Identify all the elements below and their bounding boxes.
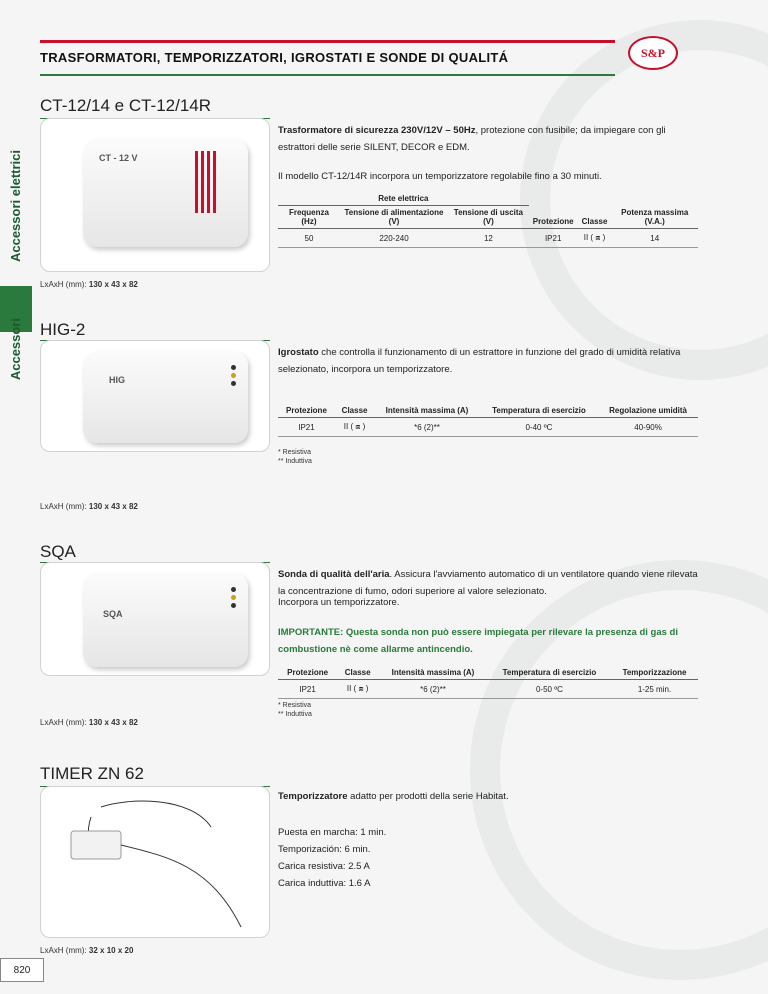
- dims-value: 130 x 43 x 82: [88, 502, 138, 511]
- dims-label: LxAxH (mm):: [40, 718, 87, 727]
- page-number: 820: [0, 958, 44, 982]
- product-photo-hig: [40, 340, 270, 452]
- section-title-hig: HIG-2: [40, 320, 86, 339]
- dims-label: LxAxH (mm):: [40, 946, 87, 955]
- device-label: HIG: [109, 375, 126, 385]
- table-cell: II ( ⧈ ): [578, 229, 612, 248]
- side-tab-electrical: Accessori elettrici: [8, 150, 23, 263]
- table-header: Tensione di alimentazione (V): [340, 206, 448, 229]
- hig-description-bold: Igrostato: [278, 347, 319, 358]
- table-header: Potenza massima (V.A.): [611, 206, 698, 229]
- timer-spec-line: Puesta en marcha: 1 min.: [278, 827, 387, 838]
- hig-spec-table: [278, 404, 698, 437]
- hygrostat-device-image: [83, 351, 248, 443]
- sqa-description-bold: Sonda di qualità dell'aria: [278, 569, 390, 580]
- table-cell: 220-240: [340, 229, 448, 248]
- hig-description-text: che controlla il funzionamento di un estrattore in funzione del grado di umidità relativa selezionato, incorpora un temporizzatore.: [278, 347, 681, 375]
- dims-value: 130 x 43 x 82: [88, 280, 138, 289]
- ct-description-2: Il modello CT-12/14R incorpora un temporizzatore regolabile fino a 30 minuti.: [278, 171, 602, 182]
- section-title-timer: TIMER ZN 62: [40, 764, 144, 783]
- ct-description: [278, 122, 698, 156]
- table-cell: IP21: [529, 229, 578, 248]
- header-green-rule: [40, 74, 615, 76]
- ct-description-text: , protezione con fusibile; da impiegare con gli estrattori delle serie SILENT, DECOR e EDM.: [278, 125, 666, 153]
- timer-dimensions: [40, 946, 133, 955]
- table-header: Temperatura di esercizio: [480, 404, 598, 418]
- device-label: SQA: [103, 609, 123, 619]
- table-header: Protezione: [529, 206, 578, 229]
- table-cell: *6 (2)**: [378, 680, 488, 699]
- note-inductive: ** Induttiva: [278, 458, 312, 465]
- page-title: TRASFORMATORI, TEMPORIZZATORI, IGROSTATI E SONDE DI QUALITÁ: [40, 50, 509, 65]
- dims-label: LxAxH (mm):: [40, 502, 87, 511]
- dims-value: 130 x 43 x 82: [88, 718, 138, 727]
- table-cell: 1-25 min.: [611, 680, 698, 699]
- table-row: [278, 418, 698, 437]
- table-header: Frequenza (Hz): [278, 206, 340, 229]
- table-cell: 40-90%: [598, 418, 698, 437]
- sqa-description-2: Incorpora un temporizzatore.: [278, 597, 400, 608]
- sqa-description-text: . Assicura l'avviamento automatico di un ventilatore quando viene rilevata la concentrazione di fumo, odori superiore al valore selezionato.: [278, 569, 698, 597]
- table-row: [278, 680, 698, 699]
- table-cell: 12: [448, 229, 529, 248]
- table-cell: II ( ⧈ ): [337, 680, 378, 699]
- table-header: Classe: [578, 206, 612, 229]
- table-header: Protezione: [278, 404, 335, 418]
- dims-value: 32 x 10 x 20: [88, 946, 134, 955]
- table-header: Protezione: [278, 666, 337, 680]
- sqa-spec-table: [278, 666, 698, 699]
- timer-spec-line: Carica resistiva: 2.5 A: [278, 861, 370, 872]
- timer-spec-line: Carica induttiva: 1.6 A: [278, 878, 371, 889]
- transformer-device-image: [83, 139, 248, 247]
- section-title-sqa: SQA: [40, 542, 76, 561]
- header-red-rule: [40, 40, 615, 43]
- table-cell: *6 (2)**: [374, 418, 480, 437]
- decor-stripe: [213, 151, 216, 213]
- indicator-led: [231, 595, 236, 600]
- indicator-led: [231, 603, 236, 608]
- table-header: Tensione di uscita (V): [448, 206, 529, 229]
- note-inductive: ** Induttiva: [278, 711, 312, 718]
- table-cell: 0-50 ºC: [488, 680, 611, 699]
- table-cell: 50: [278, 229, 340, 248]
- timer-specs: [278, 824, 386, 892]
- indicator-led: [231, 365, 236, 370]
- table-group-header: Rete elettrica: [278, 192, 529, 206]
- table-row: [278, 229, 698, 248]
- device-label: CT - 12 V: [99, 153, 138, 163]
- air-quality-sensor-image: [83, 573, 248, 667]
- product-photo-ct: [40, 118, 270, 272]
- sqa-important-note: IMPORTANTE: Questa sonda non può essere impiegata per rilevare la presenza di gas di combustione nè come allarme antincendio.: [278, 627, 678, 655]
- table-cell: 14: [611, 229, 698, 248]
- timer-device-image: [41, 787, 269, 937]
- indicator-led: [231, 373, 236, 378]
- side-tab-accessories: Accessori: [8, 318, 23, 381]
- note-resistive: * Resistiva: [278, 702, 312, 709]
- table-header: Intensità massima (A): [378, 666, 488, 680]
- product-photo-timer: [40, 786, 270, 938]
- hig-notes: [278, 448, 312, 466]
- brand-logo: S&P: [628, 36, 678, 70]
- timer-description-text: adatto per prodotti della serie Habitat.: [347, 791, 509, 802]
- product-photo-sqa: [40, 562, 270, 676]
- table-header: Classe: [335, 404, 374, 418]
- timer-spec-line: Temporización: 6 min.: [278, 844, 371, 855]
- sqa-notes: [278, 701, 312, 719]
- indicator-led: [231, 587, 236, 592]
- table-header: Temperatura di esercizio: [488, 666, 611, 680]
- timer-description-bold: Temporizzatore: [278, 791, 348, 802]
- background-gear-decoration: [470, 560, 768, 980]
- decor-stripe: [201, 151, 204, 213]
- dims-label: LxAxH (mm):: [40, 280, 87, 289]
- hig-description: [278, 344, 698, 378]
- ct-description-bold: Trasformatore di sicurezza 230V/12V – 50Hz: [278, 125, 476, 136]
- ct-dimensions: [40, 280, 138, 289]
- decor-stripe: [195, 151, 198, 213]
- table-cell: IP21: [278, 680, 337, 699]
- hig-dimensions: [40, 502, 138, 511]
- section-title-ct: CT-12/14 e CT-12/14R: [40, 96, 212, 115]
- table-header: Temporizzazione: [611, 666, 698, 680]
- table-cell: IP21: [278, 418, 335, 437]
- table-cell: 0-40 ºC: [480, 418, 598, 437]
- table-header: Classe: [337, 666, 378, 680]
- note-resistive: * Resistiva: [278, 449, 312, 456]
- indicator-led: [231, 381, 236, 386]
- ct-spec-table: [278, 192, 698, 248]
- table-header: Intensità massima (A): [374, 404, 480, 418]
- timer-description: [278, 788, 698, 805]
- sqa-dimensions: [40, 718, 138, 727]
- table-header: Regolazione umidità: [598, 404, 698, 418]
- decor-stripe: [207, 151, 210, 213]
- table-cell: II ( ⧈ ): [335, 418, 374, 437]
